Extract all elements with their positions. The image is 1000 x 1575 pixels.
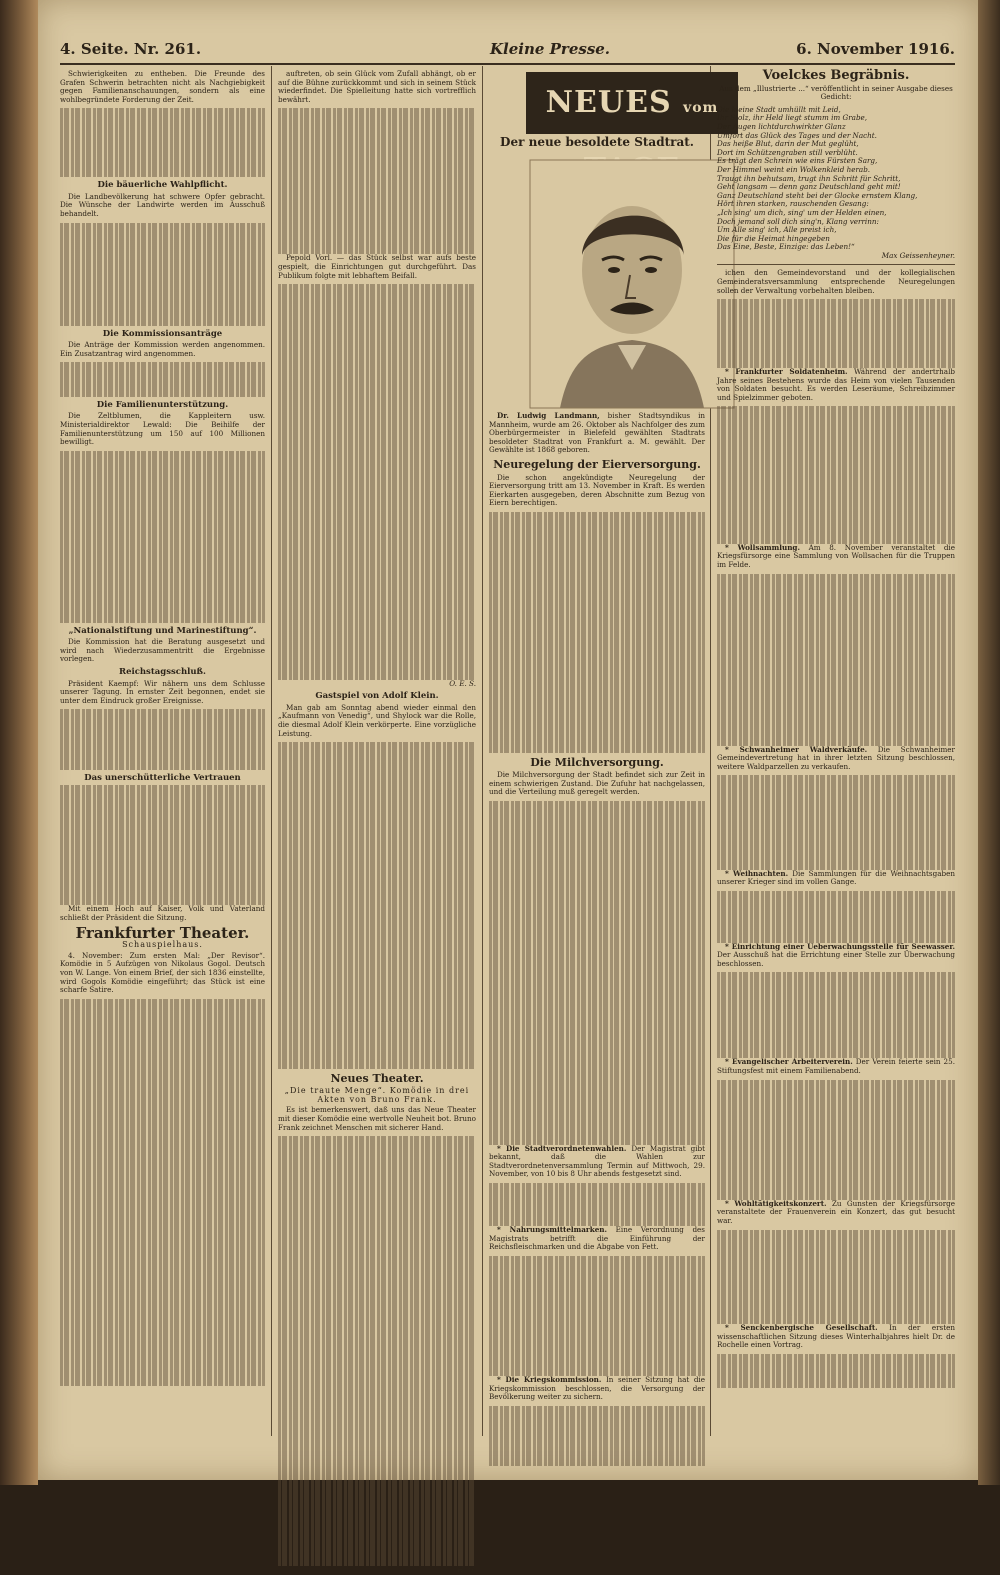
section-heading: Reichstagsschluß. [119, 667, 206, 677]
poem-author: Max Geissenheyner. [881, 250, 955, 260]
poem [717, 106, 955, 252]
column-4 [717, 70, 955, 1435]
section-heading: Das unerschütterliche Vertrauen [84, 772, 241, 783]
item-heading: * Einrichtung einer Ueberwachungsstelle für Seewasser. [725, 941, 955, 951]
article-text: Der Verein feierte sein 25. Stiftungsfest mit einem Familienabend. [717, 1057, 955, 1075]
page-label: 4. Seite. Nr. 261. [60, 40, 202, 58]
masthead-word: NEUES [545, 85, 672, 120]
signature: H. G. [457, 1564, 476, 1574]
item-heading: * Evangelischer Arbeiterverein. [725, 1057, 853, 1067]
poem-line: Dort im Schützengraben still verblüht. [717, 147, 858, 157]
section-heading: Die bäuerliche Wahlpflicht. [97, 180, 228, 191]
poem-line: Das Eine, Beste, Einzige: das Leben!“ [717, 242, 855, 252]
poem-line: Traugt ihn behutsam, trugt ihn Schritt für Schritt, [717, 173, 901, 183]
article-text: Mit einem Hoch auf Kaiser, Volk und Vaterland schließt der Präsident die Sitzung. [60, 904, 265, 923]
section-heading: Die Milchversorgung. [530, 755, 664, 769]
item-heading: * Wohltätigkeitskonzert. [725, 1198, 827, 1208]
neues-vom-tage-masthead [526, 72, 738, 134]
article-text: Schwierigkeiten zu entheben. Die Freunde des Grafen Schwerin betrachten nicht als Nachgiebigkeit gegen Familienanschauungen, sondern als eine wohlbegründete Forderung der Zeit. [60, 69, 265, 104]
poem-line: Der Himmel weint ein Wolkenkleid herab. [717, 164, 871, 174]
poem-line: Ihr Stolz, ihr Held liegt stumm im Grabe, [717, 113, 868, 123]
poem-line: Hört ihren starken, rauschenden Gesang: [717, 199, 869, 209]
theater-subtitle: Schauspielhaus. [122, 940, 203, 950]
column-divider [271, 66, 272, 1436]
paper-name: Kleine Presse. [490, 40, 611, 58]
item-heading: * Wollsammlung. [725, 542, 800, 552]
newspaper-page [38, 0, 978, 1574]
article-text: Die Schwanheimer Gemeindevertretung hat in ihrer letzten Sitzung beschlossen, weitere Waldparzellen zu verkaufen. [717, 744, 955, 771]
neues-theater-subtitle: „Die traute Menge“. Komödie in drei Akten von Bruno Frank. [284, 1086, 470, 1104]
poem-line: Die für die Heimat hingegeben [717, 233, 830, 243]
article-text: Die Sammlungen für die Weihnachtsgaben unserer Krieger sind im vollen Gange. [717, 868, 955, 887]
poem-line: Das heiße Blut, darin der Mut geglüht, [717, 139, 859, 149]
book-spine [0, 0, 38, 1485]
article-text: Die Milchversorgung der Stadt befindet sich zur Zeit in einem schwierigen Zustand. Die Zufuhr hat nachgelassen, und die Verteilung muß geregelt werden. [489, 770, 705, 797]
poem-line: Geht langsam — denn ganz Deutschland geht mit! [717, 182, 901, 192]
poem-line: Der Augen lichtdurchwirkter Glanz [717, 121, 846, 131]
article-text: 4. November: Zum ersten Mal: „Der Revisor“. Komödie in 5 Aufzügen von Nikolaus Gogol. Deutsch von W. Lange. Von einem Brief, der sich 1836 einstellte, wird Gogols Komödie eingeführt; das Stück ist eine scharfe Satire. [60, 950, 265, 995]
column-3 [489, 412, 705, 1435]
article-text: Zu Gunsten der Kriegsfürsorge veranstaltete der Frauenverein ein Konzert, das gut besucht war. [717, 1198, 955, 1225]
caption-text: bisher Stadtsyndikus in Mannheim, wurde am 26. Oktober als Nachfolger des zum Oberbürgermeister in Bielefeld gewählten Stadtrats besoldeter Stadtrat von Frankfurt a. M. gewählt. Der Gewählte ist 1868 geboren. [489, 411, 705, 455]
article-text: Es ist bemerkenswert, daß uns das Neue Theater mit dieser Komödie eine wertvolle Neuheit bot. Bruno Frank zeichnet Menschen mit sicherer Hand. [278, 1105, 476, 1132]
poem-line: Es trägt den Schrein wie eins Fürsten Sarg, [717, 156, 878, 166]
section-heading: Die Familienunterstützung. [96, 399, 229, 410]
article-text: Der Ausschuß hat die Errichtung einer Stelle zur Überwachung beschlossen. [717, 950, 955, 968]
neues-theater-title: Neues Theater. [330, 1071, 424, 1085]
article-text: Die Anträge der Kommission werden angenommen. Ein Zusatzantrag wird angenommen. [60, 340, 265, 358]
column-1 [60, 70, 265, 1435]
article-text: Der Magistrat gibt bekannt, daß die Wahlen zur Stadtverordnetenversammlung Termin auf Mittwoch, 29. November, von 10 bis 8 Uhr abends festgesetzt sind. [489, 1143, 705, 1179]
portrait-image [530, 160, 734, 408]
poem-title: Voelckes Begräbnis. [762, 68, 910, 83]
signature: O. E. S. [449, 678, 476, 688]
article-text: Eine Verordnung des Magistrats betrifft die Einführung der Reichsfleischmarken und die Abgabe von Fett. [489, 1225, 705, 1252]
item-heading: * Frankfurter Soldatenheim. [725, 367, 848, 376]
poem-line: „Ich sing' um dich, sing' um der Helden einen, [717, 207, 887, 217]
article-text: Die Landbevölkerung hat schwere Opfer gebracht. Die Wünsche der Landwirte werden im Ausschuß behandelt. [60, 191, 265, 218]
poem-line: Doch jemand soll dich sing'n, Klang verrinn: [717, 216, 879, 226]
column-2 [278, 69, 476, 1574]
page-edge [978, 0, 1000, 1485]
article-text: auftreten, ob sein Glück vom Zufall abhängt, ob er auf die Bühne zurückkommt und sich in seinem Stück wiederfindet. Die Spielleitung hatte sich vortrefflich bewährt. [278, 69, 476, 104]
article-text: Während der andertrhalb Jahre seines Bestehens wurde das Heim von vielen Tausenden von Soldaten besucht. Es werden Leseräume, Schreibzimmer und Spielzimmer geboten. [717, 367, 955, 402]
caption-name: Dr. Ludwig Landmann, [497, 411, 600, 420]
article-text: Die Kommission hat die Beratung ausgesetzt und wird nach Wiederzusammentritt die Ergebnisse vorlegen. [60, 637, 265, 664]
page-header [60, 40, 955, 62]
section-heading: Die Kommissionsanträge [102, 328, 223, 339]
poem-dedication: Aus dem „Illustrierte ...“ veröffentlicht in seiner Ausgabe dieses Gedicht: [719, 83, 953, 102]
section-heading: Neuregelung der Eierversorgung. [493, 457, 701, 471]
item-heading: * Nahrungsmittelmarken. [497, 1225, 607, 1235]
article-text: Man gab am Sonntag abend wieder einmal den „Kaufmann von Venedig“, und Shylock war die Rolle, die diesmal Adolf Klein verkörperte. Eine vorzügliche Leistung. [278, 702, 476, 738]
masthead-small: vom [683, 100, 719, 116]
article-text: Pepold Vorl. — das Stück selbst war aufs beste gespielt, die Einrichtungen gut durchgeführt. Das Publikum folgte mit lebhaftem Beifall. [278, 253, 476, 280]
article-text: Die schon angekündigte Neuregelung der Eierversorgung tritt am 13. November in Kraft. Es werden Eierkarten ausgegeben, deren Abschnitte zum Bezug von Eiern berechtigen. [489, 472, 705, 508]
poem-line: Ganz Deutschland steht bei der Glocke ernstem Klang, [717, 190, 918, 200]
item-heading: * Weihnachten. [725, 868, 789, 878]
section-heading: „Nationalstiftung und Marinestiftung“. [68, 625, 257, 636]
article-text: Am 8. November veranstaltet die Kriegsfürsorge eine Sammlung von Wollsachen für die Truppen im Felde. [717, 542, 955, 570]
header-rule [60, 63, 955, 65]
issue-date: 6. November 1916. [796, 40, 955, 58]
divider [717, 264, 955, 265]
item-heading: * Die Kriegskommission. [497, 1375, 602, 1385]
poem-line: Die kleine Stadt umhüllt mit Leid, [717, 104, 841, 114]
section-heading: Gastspiel von Adolf Klein. [315, 691, 439, 702]
article-text: Die Zeltblumen, die Kappleitern usw. Ministerialdirektor Lewald: Die Beihilfe der Familienunterstützung um 150 auf 100 Millionen bewilligt. [60, 411, 265, 447]
article-text: In der ersten wissenschaftlichen Sitzung dieses Winterhalbjahres hielt Dr. de Rochelle einen Vortrag. [717, 1323, 955, 1350]
article-text: Präsident Kaempf: Wir nähern uns dem Schlusse unserer Tagung. In ernster Zeit begonnen, endet sie unter dem Eindruck großer Ereignisse. [60, 678, 265, 705]
item-heading: * Senckenbergische Gesellschaft. [725, 1323, 878, 1333]
item-heading: * Schwanheimer Waldverkäufe. [725, 744, 868, 754]
poem-line: Umfort das Glück des Tages und der Nacht. [717, 130, 877, 140]
item-heading: * Die Stadtverordnetenwahlen. [497, 1143, 627, 1153]
poem-line: Um Alle sing' ich, Alle preist ich, [717, 225, 837, 235]
article-text: ichen den Gemeindevorstand und der kollegialischen Gemeinderatsversammlung entsprechende Neuregelungen sollen der Verwaltung vorbehalten bleiben. [717, 268, 955, 295]
article-text: In seiner Sitzung hat die Kriegskommission beschlossen, die Versorgung der Bevölkerung weiter zu sichern. [489, 1375, 705, 1402]
column-divider [482, 66, 483, 1436]
headline: Der neue besoldete Stadtrat. [500, 135, 694, 149]
theater-title: Frankfurter Theater. [75, 923, 250, 942]
